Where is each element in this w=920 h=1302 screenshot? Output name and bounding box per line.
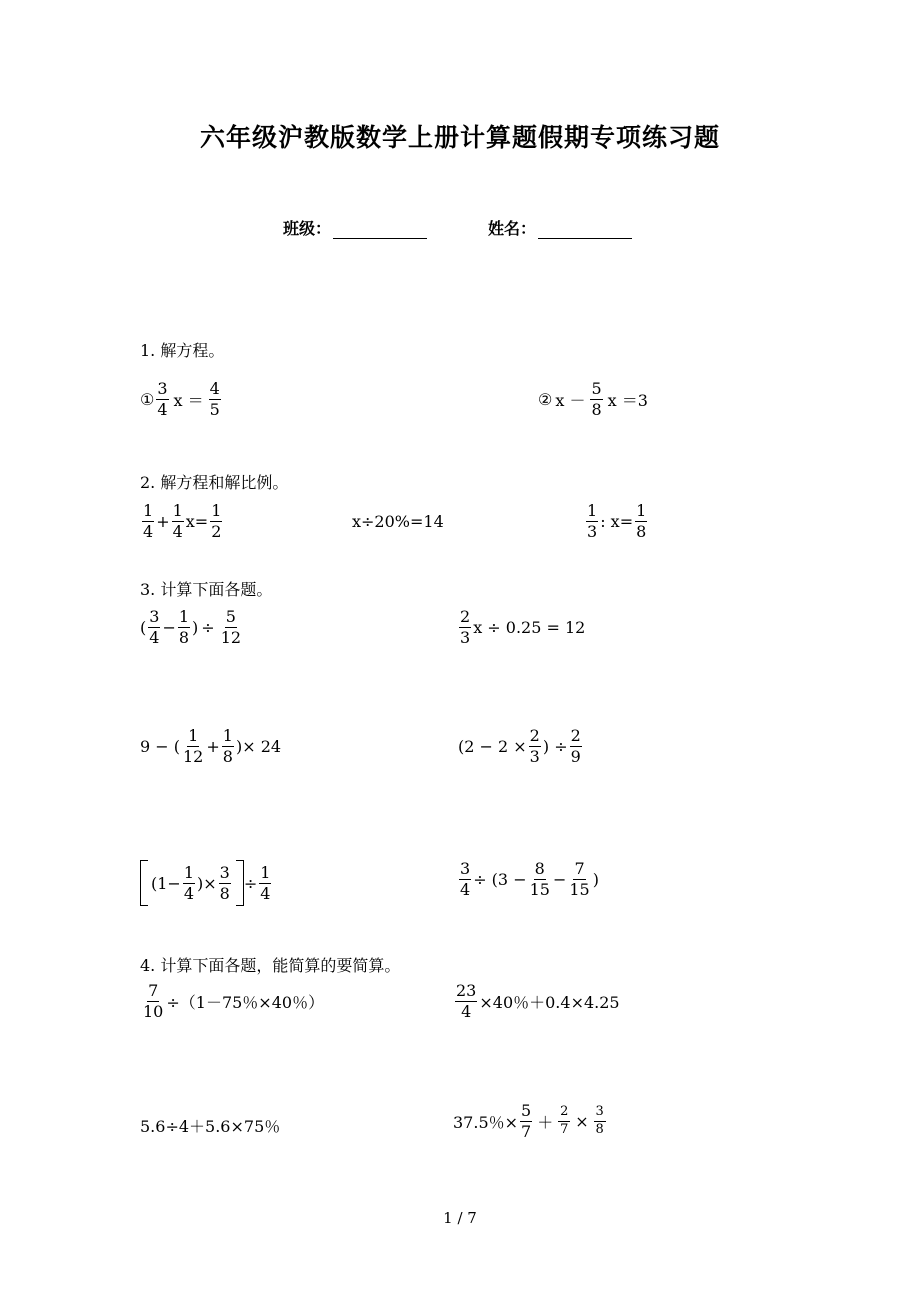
q3-expr-f: $\frac{3}{4}$ ÷ (3 − $\frac{8}{15}$ − $\frac{7}{15}$ )	[460, 859, 599, 899]
q3-heading: 3. 计算下面各题。	[140, 580, 273, 599]
q4-expr-b: $\frac{23}{4}$ ×40％＋0.4×4.25	[456, 981, 620, 1021]
q2-equation-b: x÷20%=14	[352, 512, 444, 531]
class-blank[interactable]	[333, 220, 427, 239]
fraction: $\frac{2}{3}$	[529, 726, 540, 766]
q3-expr-d: (2 − 2 × $\frac{2}{3}$ ) ÷ $\frac{2}{9}$	[458, 726, 581, 766]
fraction: $\frac{7}{10}$	[143, 981, 164, 1021]
q1-equation-a: ① $\frac{3}{4}$ x ＝ $\frac{4}{5}$	[140, 379, 220, 419]
fraction: $\frac{2}{9}$	[570, 726, 581, 766]
fraction: $\frac{3}{4}$	[460, 859, 471, 899]
q2-heading: 2. 解方程和解比例。	[140, 473, 289, 492]
fraction: $\frac{3}{8}$	[595, 1104, 604, 1137]
fraction: $\frac{5}{7}$	[521, 1101, 532, 1141]
fraction: $\frac{1}{4}$	[260, 862, 271, 903]
fraction: $\frac{1}{8}$	[222, 726, 233, 766]
q4-heading: 4. 计算下面各题，能简算的要简算。	[140, 956, 401, 975]
circle-mark: ①	[140, 389, 155, 409]
fraction: $\frac{1}{4}$	[183, 862, 195, 903]
fraction: $\frac{1}{4}$	[143, 501, 154, 541]
fraction: $\frac{3}{4}$	[149, 607, 160, 647]
circle-mark: ②	[538, 389, 553, 409]
fraction: $\frac{3}{4}$	[157, 379, 168, 419]
fraction: $\frac{1}{8}$	[178, 607, 190, 647]
page-title: 六年级沪教版数学上册计算题假期专项练习题	[199, 123, 720, 152]
q3-expr-c: 9 − ( $\frac{1}{12}$ + $\frac{1}{8}$ )× 24	[140, 726, 282, 766]
fraction: $\frac{2}{7}$	[560, 1104, 569, 1137]
fraction: $\frac{2}{3}$	[460, 607, 471, 647]
right-square-bracket	[236, 860, 244, 906]
fraction: $\frac{1}{3}$	[587, 501, 598, 541]
fraction: $\frac{23}{4}$	[456, 981, 477, 1021]
q2-proportion-c: $\frac{1}{3}$ : x= $\frac{1}{8}$	[587, 501, 647, 541]
q4-expr-c: 5.6÷4＋5.6×75％	[140, 1117, 281, 1136]
name-label: 姓名：	[488, 219, 537, 238]
q3-expr-b: $\frac{2}{3}$ x ÷ 0.25 = 12	[460, 607, 586, 647]
fraction: $\frac{1}{8}$	[636, 501, 647, 541]
fraction: $\frac{8}{15}$	[529, 859, 550, 899]
q4-expr-a: $\frac{7}{10}$ ÷（1－75％×40％）	[143, 981, 325, 1021]
page-number: 1 / 7	[443, 1209, 477, 1227]
fraction: $\frac{5}{12}$	[220, 607, 242, 647]
fraction: $\frac{1}{4}$	[172, 501, 183, 541]
name-field	[488, 216, 632, 239]
fraction: $\frac{1}{12}$	[183, 726, 204, 766]
class-field	[283, 216, 427, 239]
q4-expr-d: 37.5％× $\frac{5}{7}$ ＋ $\frac{2}{7}$ × $\frac{3}{8}$	[453, 1101, 604, 1141]
class-label: 班级：	[283, 219, 332, 238]
fraction: $\frac{5}{8}$	[591, 379, 602, 419]
name-blank[interactable]	[538, 220, 632, 239]
q1-equation-b: ② x － $\frac{5}{8}$ x ＝3	[538, 379, 648, 419]
q3-expr-a: ( $\frac{3}{4}$ − $\frac{1}{8}$ ) ÷ $\frac{5}{12}$	[140, 607, 242, 647]
fraction: $\frac{4}{5}$	[209, 379, 220, 419]
fraction: $\frac{7}{15}$	[569, 859, 590, 899]
fraction: $\frac{3}{8}$	[219, 862, 230, 903]
q1-heading: 1. 解方程。	[140, 341, 225, 360]
fraction: $\frac{1}{2}$	[211, 501, 222, 541]
left-square-bracket	[140, 860, 148, 906]
q3-expr-e: (1− $\frac{1}{4}$ )× $\frac{3}{8}$ ÷ $\frac{1}{4}$	[140, 860, 273, 906]
q2-equation-a: $\frac{1}{4}$ + $\frac{1}{4}$ x= $\frac{1}{2}$	[143, 501, 222, 541]
